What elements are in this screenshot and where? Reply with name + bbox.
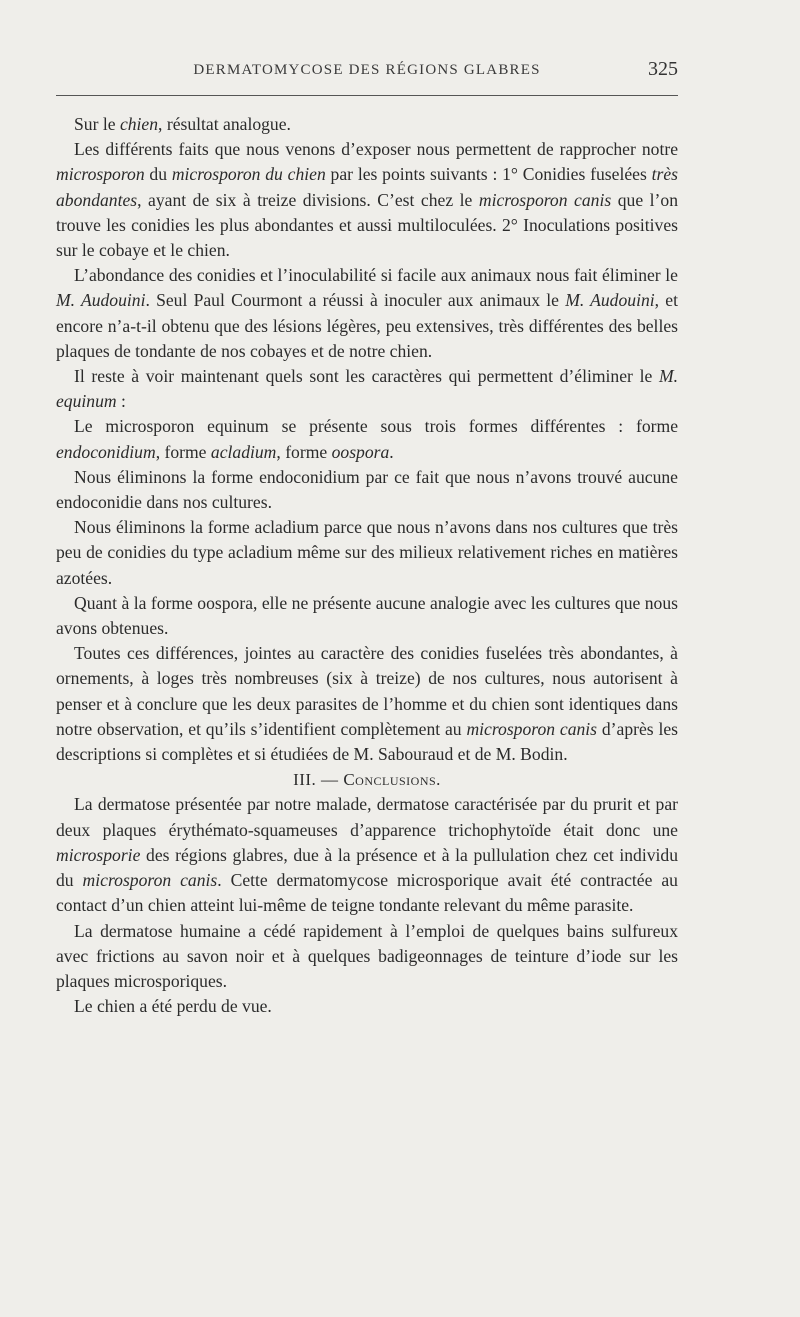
paragraph-6: Nous éliminons la forme endoconidium par ce fait que nous n’avons trouvé aucune endoconidie dans nos cultures. [56, 466, 678, 513]
paragraph-4 [56, 364, 678, 414]
text-run: . [389, 441, 394, 462]
text-run: . Cette dermatomycose microsporique avait été contractée au contact d’un chien atteint lui-même de teigne tondante relevant du même parasite. [56, 870, 678, 916]
italic-run: microsporon du chien [171, 164, 326, 185]
text-run: . Seul Paul Courmont a réussi à inoculer aux animaux le [145, 290, 566, 311]
text-run: Le microsporon equinum se présente sous trois formes différentes : forme [74, 416, 678, 437]
section-heading [56, 767, 678, 792]
paragraph-1 [56, 112, 678, 137]
page-header [56, 58, 678, 88]
text-run: d’après les descriptions si complètes et si étudiées de M. Sabouraud et de M. Bodin. [56, 718, 678, 765]
italic-run: très abondantes [56, 164, 678, 210]
italic-run: M. equinum [56, 366, 678, 412]
text-run: La dermatose présentée par notre malade, dermatose caractérisée par du prurit et par deux plaques érythémato-squameuses d’apparence trichophytoïde était donc une [56, 794, 678, 840]
text-run: , et encore n’a-t-il obtenu que des lésions légères, peu extensives, très différentes des belles plaques de tondante de nos cobayes et de notre chien. [56, 290, 678, 361]
italic-run: acladium [210, 441, 277, 462]
body-text [56, 112, 678, 1019]
page-number: 325 [648, 58, 678, 80]
section-title: Conclusions. [343, 770, 441, 790]
italic-run: endoconidium [56, 441, 156, 462]
italic-run: microsporon canis [82, 870, 218, 891]
italic-run: microsporie [56, 844, 141, 865]
text-run: , forme [276, 441, 332, 462]
italic-run: microsporon [56, 164, 145, 185]
italic-run: M. Audouini [565, 290, 655, 311]
conclusion-paragraph-2: La dermatose humaine a cédé rapidement à l’emploi de quelques bains sulfureux avec frictions au savon noir et à quelques badigeonnages de teinture d’iode sur les plaques microsporiques. [56, 920, 678, 991]
paragraph-7: Nous éliminons la forme acladium parce que nous n’avons dans nos cultures que très peu de conidies du type acladium même sur des milieux relativement riches en matières azotées. [56, 517, 678, 588]
text-run: par les points suivants : 1° Conidies fuselées [325, 164, 652, 185]
text-run: Toutes ces différences, jointes au caractère des conidies fuselées très abondantes, à ornements, à loges très nombreuses (six à treize) de nos cultures, nous autorisent à penser et à conclure que les deux parasites de l’homme et du chien sont identiques dans notre observation, et qu’ils s’identifient complètement au [56, 643, 678, 739]
text-run: : [116, 391, 126, 412]
italic-run: oospora [331, 441, 390, 462]
text-run: Les différents faits que nous venons d’exposer nous permettent de rapprocher notre [74, 139, 678, 160]
running-title: DERMATOMYCOSE DES RÉGIONS GLABRES [193, 62, 541, 78]
italic-run: microsporon canis [466, 718, 598, 739]
text-run: des régions glabres, due à la présence et à la pullulation chez cet individu du [56, 844, 678, 891]
text-run: que l’on trouve les conidies les plus abondantes et aussi multiloculées. 2° Inoculations positives sur le cobaye et le chien. [56, 189, 678, 261]
paragraph-9 [56, 641, 678, 767]
paragraph-3 [56, 263, 678, 364]
text-run: , résultat analogue. [158, 114, 291, 134]
section-numeral: III. — [293, 770, 344, 790]
paragraph-5 [56, 414, 678, 464]
text-run: L’abondance des conidies et l’inoculabilité si facile aux animaux nous fait éliminer le [74, 265, 678, 286]
italic-run: M. Audouini [56, 290, 146, 311]
text-run: , forme [155, 441, 211, 462]
conclusion-paragraph-1 [56, 792, 678, 918]
italic-run: chien [119, 114, 159, 134]
italic-run: microsporon canis [478, 189, 612, 210]
text-run: , ayant de six à treize divisions. C’est chez le [137, 189, 479, 210]
header-rule [56, 95, 678, 96]
conclusion-paragraph-3: Le chien a été perdu de vue. [74, 996, 272, 1017]
paragraph-2 [56, 137, 678, 263]
text-run: du [144, 164, 172, 185]
text-run: Sur le [74, 114, 120, 134]
paragraph-8: Quant à la forme oospora, elle ne présente aucune analogie avec les cultures que nous avons obtenues. [56, 592, 678, 639]
text-run: Il reste à voir maintenant quels sont les caractères qui permettent d’éliminer le [74, 366, 659, 387]
